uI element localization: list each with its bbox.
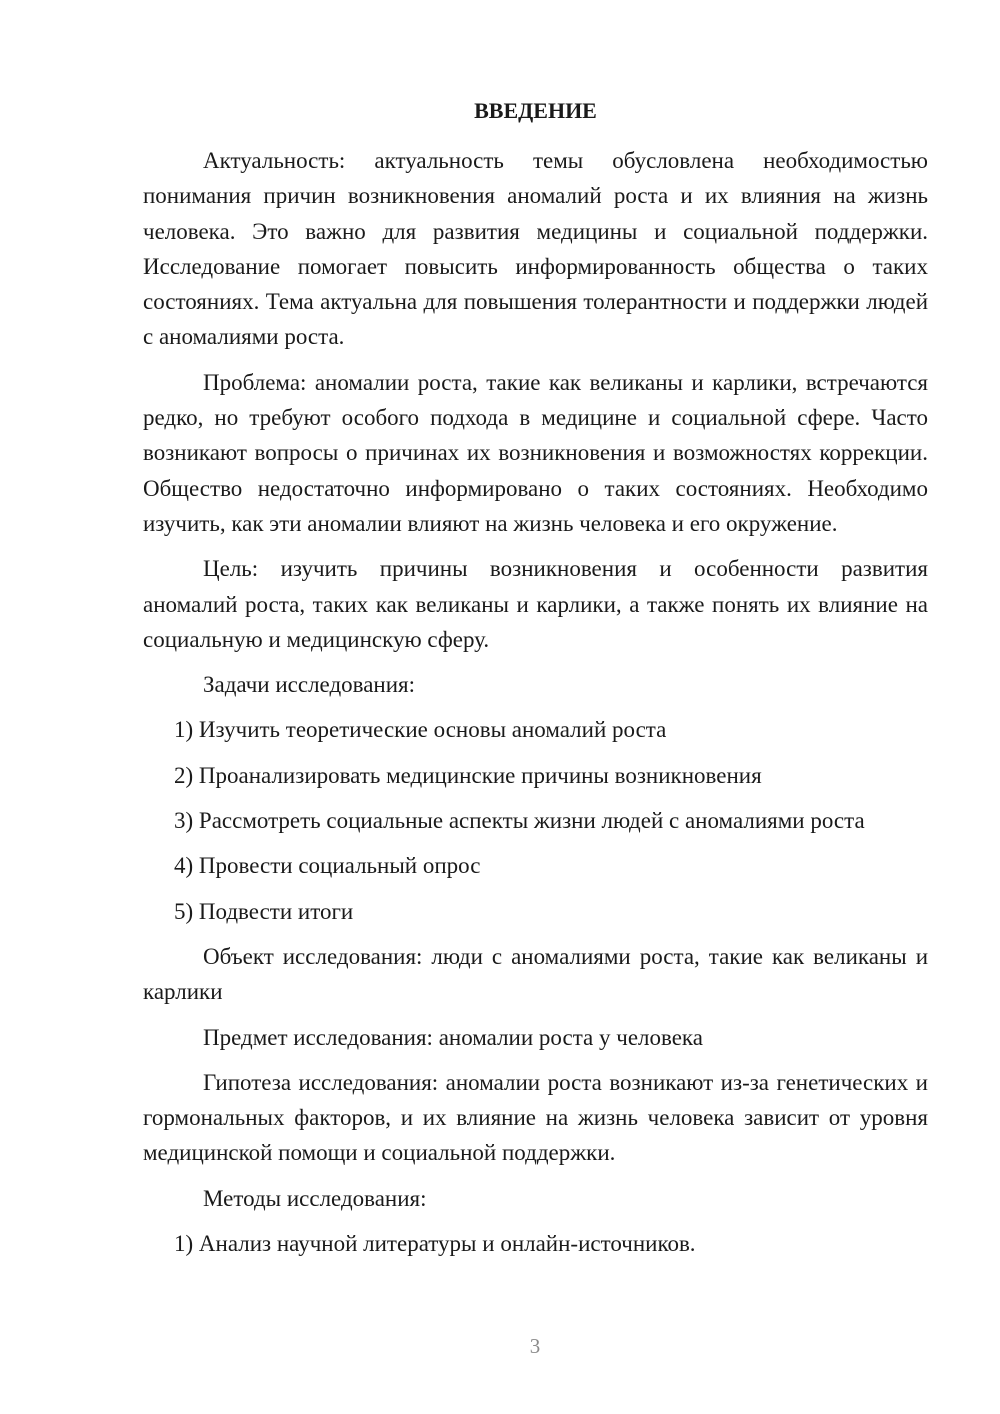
- problem-paragraph: Проблема: аномалии роста, такие как великаны и карлики, встречаются редко, но требуют особого подхода в медицине и социальной сфере. Часто возникают вопросы о причинах их возникновения и возможностях коррекции. Общество недостаточно информировано о таких состояниях. Необходимо изучить, как эти аномалии влияют на жизнь человека и его окружение.: [143, 369, 928, 536]
- goal-paragraph: Цель: изучить причины возникновения и особенности развития аномалий роста, таких как великаны и карлики, а также понять их влияние на социальную и медицинскую сферу.: [143, 556, 928, 652]
- object-paragraph: Объект исследования: люди с аномалиями роста, такие как великаны и карлики: [143, 943, 928, 1005]
- page-content: [143, 93, 928, 1271]
- task-item-3: 3) Рассмотреть социальные аспекты жизни людей с аномалиями роста: [174, 808, 865, 834]
- method-item-1: 1) Анализ научной литературы и онлайн-источников.: [174, 1231, 696, 1257]
- tasks-heading: Задачи исследования:: [203, 672, 416, 698]
- task-item-4: 4) Провести социальный опрос: [174, 853, 481, 879]
- task-item-1: 1) Изучить теоретические основы аномалий роста: [174, 717, 667, 743]
- methods-heading: Методы исследования:: [203, 1185, 427, 1211]
- task-item-5: 5) Подвести итоги: [174, 898, 354, 924]
- relevance-paragraph: Актуальность: актуальность темы обусловлена необходимостью понимания причин возникновения аномалий роста и их влияния на жизнь человека. Это важно для развития медицины и социальной поддержки. Исследование помогает повысить информированность общества о таких состояниях. Тема актуальна для повышения толерантности и поддержки людей с аномалиями роста.: [143, 148, 928, 350]
- task-item-2: 2) Проанализировать медицинские причины возникновения: [174, 762, 762, 788]
- hypothesis-paragraph: Гипотеза исследования: аномалии роста возникают из-за генетических и гормональных факторов, и их влияние на жизнь человека зависит от уровня медицинской помощи и социальной поддержки.: [143, 1069, 928, 1166]
- page-number: 3: [529, 1334, 541, 1358]
- subject-paragraph: Предмет исследования: аномалии роста у человека: [203, 1024, 703, 1050]
- section-title: ВВЕДЕНИЕ: [474, 98, 597, 123]
